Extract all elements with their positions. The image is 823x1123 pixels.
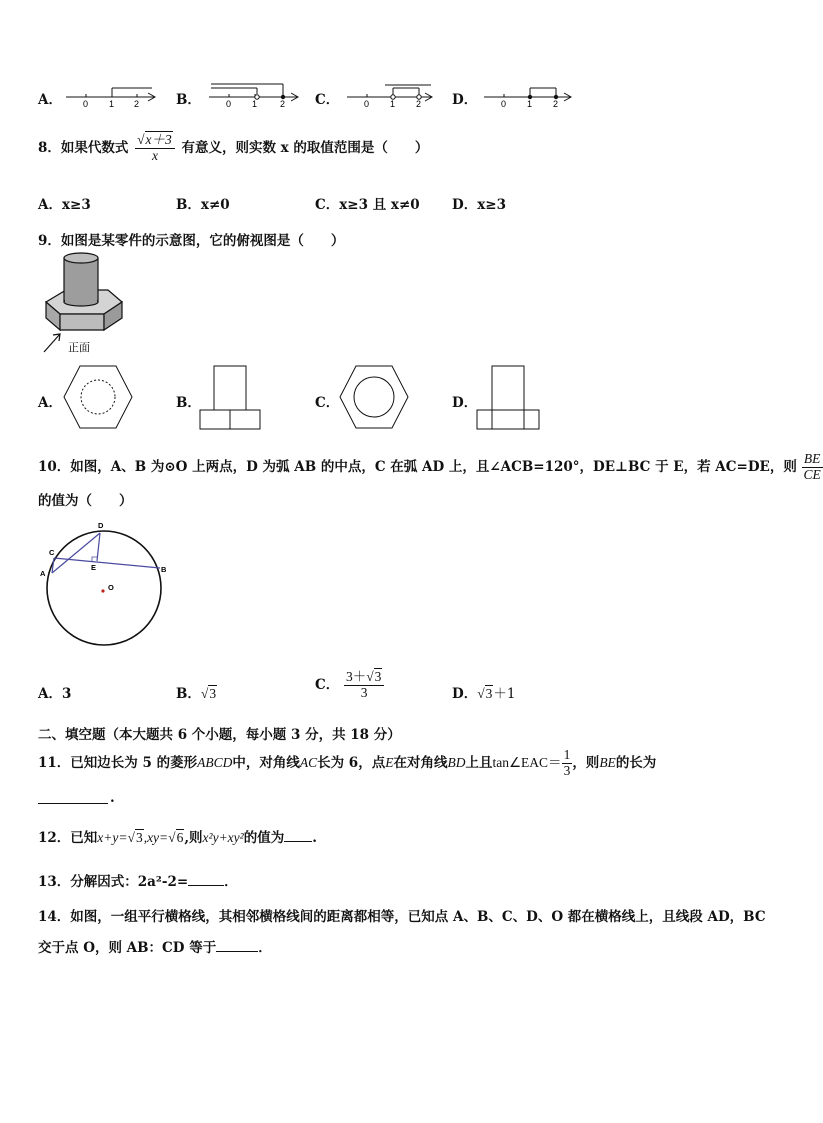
q10-label-a: A xyxy=(40,569,46,578)
q11-frac-num: 1 xyxy=(563,747,571,762)
tick-1: 1 xyxy=(109,99,115,109)
q10-option-d-radicand: 3 xyxy=(485,686,493,701)
q8-option-c: C．x≥3 且 x≠0 xyxy=(315,197,420,213)
tick-0: 0 xyxy=(226,99,232,109)
q14-line-1: 14．如图，一组平行横格线，其相邻横格线间的距离都相等，已知点 A、B、C、D、O 都在横格线上，且线段 AD，BC xyxy=(38,909,766,925)
tick-1: 1 xyxy=(527,99,533,109)
q12-text-4: . xyxy=(312,830,317,846)
q10-option-d: D．√3＋1 xyxy=(452,686,516,702)
q12-expr-2: ,xy= xyxy=(143,830,169,845)
q9-option-d-figure xyxy=(474,363,544,431)
q7-option-b-label: B． xyxy=(176,92,201,108)
q11-e: E xyxy=(385,754,394,770)
q11-text-6: ，则 xyxy=(572,754,600,771)
q12-answer-blank[interactable] xyxy=(284,841,312,842)
tick-2: 2 xyxy=(134,99,140,109)
q12-radicand-2: 6 xyxy=(176,830,184,845)
q14-end: ． xyxy=(258,940,272,956)
tick-0: 0 xyxy=(501,99,507,109)
q10-option-b-radicand: 3 xyxy=(209,686,217,701)
q9-option-a-label: A． xyxy=(38,395,62,411)
q12-stem: 12．已知x+y=√3,xy=√6,则x²y+xy²的值为 . xyxy=(38,830,317,846)
q7-option-b-number-line xyxy=(205,80,305,108)
q10-stem xyxy=(38,452,823,483)
q11-period: . xyxy=(110,790,115,806)
q13-stem xyxy=(38,870,238,890)
q10-option-c-num-pre: 3＋ xyxy=(345,669,367,684)
q10-label-c: C xyxy=(49,548,55,557)
q12-expr-3: x²y+xy² xyxy=(202,830,244,845)
q8-denominator: x xyxy=(151,147,158,163)
q11-text-5: 上且 xyxy=(465,754,493,771)
q10-frac-num: BE xyxy=(802,452,823,468)
q9-front-label: 正面 xyxy=(68,342,90,354)
q10-option-d-label: D． xyxy=(452,686,478,702)
q7-option-d-number-line xyxy=(480,82,575,108)
q8-option-d: D．x≥3 xyxy=(452,197,506,213)
q10-frac-den: CE xyxy=(803,466,821,482)
q8-stem xyxy=(38,133,428,164)
tick-0: 0 xyxy=(364,99,370,109)
q11-text-2: 中，对角线 xyxy=(232,754,300,771)
q11-tan: tan∠EAC＝ xyxy=(492,754,562,770)
q13-text: 13．分解因式：2a²-2= xyxy=(38,874,189,890)
q7-option-a-number-line xyxy=(62,82,162,108)
q9-option-d-label: D． xyxy=(452,395,478,411)
q11-ac: AC xyxy=(299,754,318,770)
q11-stem xyxy=(38,748,656,779)
q14-line-2 xyxy=(38,936,272,956)
tick-0: 0 xyxy=(83,99,89,109)
q13-end: ． xyxy=(224,874,238,890)
q9-part-figure xyxy=(38,250,128,356)
q10-label-d: D xyxy=(98,521,104,530)
tick-2: 2 xyxy=(280,99,286,109)
tick-1: 1 xyxy=(252,99,258,109)
tick-2: 2 xyxy=(416,99,422,109)
q10-option-d-post: ＋1 xyxy=(493,686,516,702)
q11-text-4: 在对角线 xyxy=(393,754,448,771)
q14-text: 交于点 O，则 AB：CD 等于 xyxy=(38,940,217,956)
q12-expr-1: x+y= xyxy=(97,830,128,845)
q12-radicand-1: 3 xyxy=(135,830,143,845)
q11-abcd: ABCD xyxy=(197,754,233,770)
tick-1: 1 xyxy=(390,99,396,109)
q11-text-7: 的长为 xyxy=(615,754,657,771)
q11-frac-den: 3 xyxy=(563,762,571,778)
q12-text-1: 12．已知 xyxy=(38,830,98,846)
q7-option-c-number-line xyxy=(343,82,438,108)
q12-text-2: ,则 xyxy=(184,830,203,846)
q10-option-c-fraction: $\frac{3+√3}{3}$ xyxy=(344,670,384,701)
q9-option-c-label: C． xyxy=(315,395,340,411)
tick-2: 2 xyxy=(553,99,559,109)
section-2-heading: 二、填空题（本大题共 6 个小题，每小题 3 分，共 18 分） xyxy=(38,727,401,743)
q10-text: 10．如图，A、B 为⊙O 上两点，D 为弧 AB 的中点，C 在弧 AD 上，且∠ACB=120°，DE⊥BC 于 E，若 AC=DE，则 xyxy=(38,458,797,475)
q9-option-a-figure xyxy=(62,363,134,431)
q11-bd: BD xyxy=(447,754,466,770)
q10-fraction xyxy=(802,452,823,483)
q11-text-3: 长为 6，点 xyxy=(317,754,386,771)
q9-stem: 9．如图是某零件的示意图，它的俯视图是（ ） xyxy=(38,233,345,249)
q10-option-c-label: C． xyxy=(315,676,340,693)
q13-answer-blank[interactable] xyxy=(188,885,224,886)
q9-option-b-label: B． xyxy=(176,395,201,411)
q14-answer-blank[interactable] xyxy=(216,951,258,952)
q11-text-1: 11．已知边长为 5 的菱形 xyxy=(38,754,198,771)
q11-fraction xyxy=(562,748,573,779)
q8-text-post: 有意义，则实数 x 的取值范围是（ ） xyxy=(181,139,429,156)
q10-option-b-label: B． xyxy=(176,686,201,702)
q11-be: BE xyxy=(599,754,616,770)
q10-stem-2: 的值为（ ） xyxy=(38,493,133,509)
q9-option-b-figure xyxy=(198,363,264,431)
q8-option-a: A．x≥3 xyxy=(38,197,91,213)
q12-text-3: 的值为 xyxy=(243,830,285,846)
q10-label-b: B xyxy=(161,565,167,574)
q7-option-c-label: C． xyxy=(315,92,340,108)
q10-option-c-den: 3 xyxy=(360,684,368,700)
q9-option-c-figure xyxy=(338,363,410,431)
q10-label-o: O xyxy=(108,583,114,592)
q8-radicand: x＋3 xyxy=(145,132,172,147)
q8-option-b: B．x≠0 xyxy=(176,197,230,213)
q10-option-a: A．3 xyxy=(38,686,72,702)
q10-option-c-num-radicand: 3 xyxy=(374,669,382,684)
q8-fraction: $\frac{√x+3}{x}$ xyxy=(135,133,175,164)
q10-label-e: E xyxy=(91,563,97,572)
q8-text-pre: 8．如果代数式 xyxy=(38,139,129,156)
q7-option-a-label: A． xyxy=(38,92,62,108)
q10-circle-figure xyxy=(36,518,176,648)
q7-option-d-label: D． xyxy=(452,92,478,108)
q11-answer-blank[interactable] xyxy=(38,791,108,804)
q10-option-c xyxy=(315,670,384,701)
q10-option-b: B．√3 xyxy=(176,686,217,702)
